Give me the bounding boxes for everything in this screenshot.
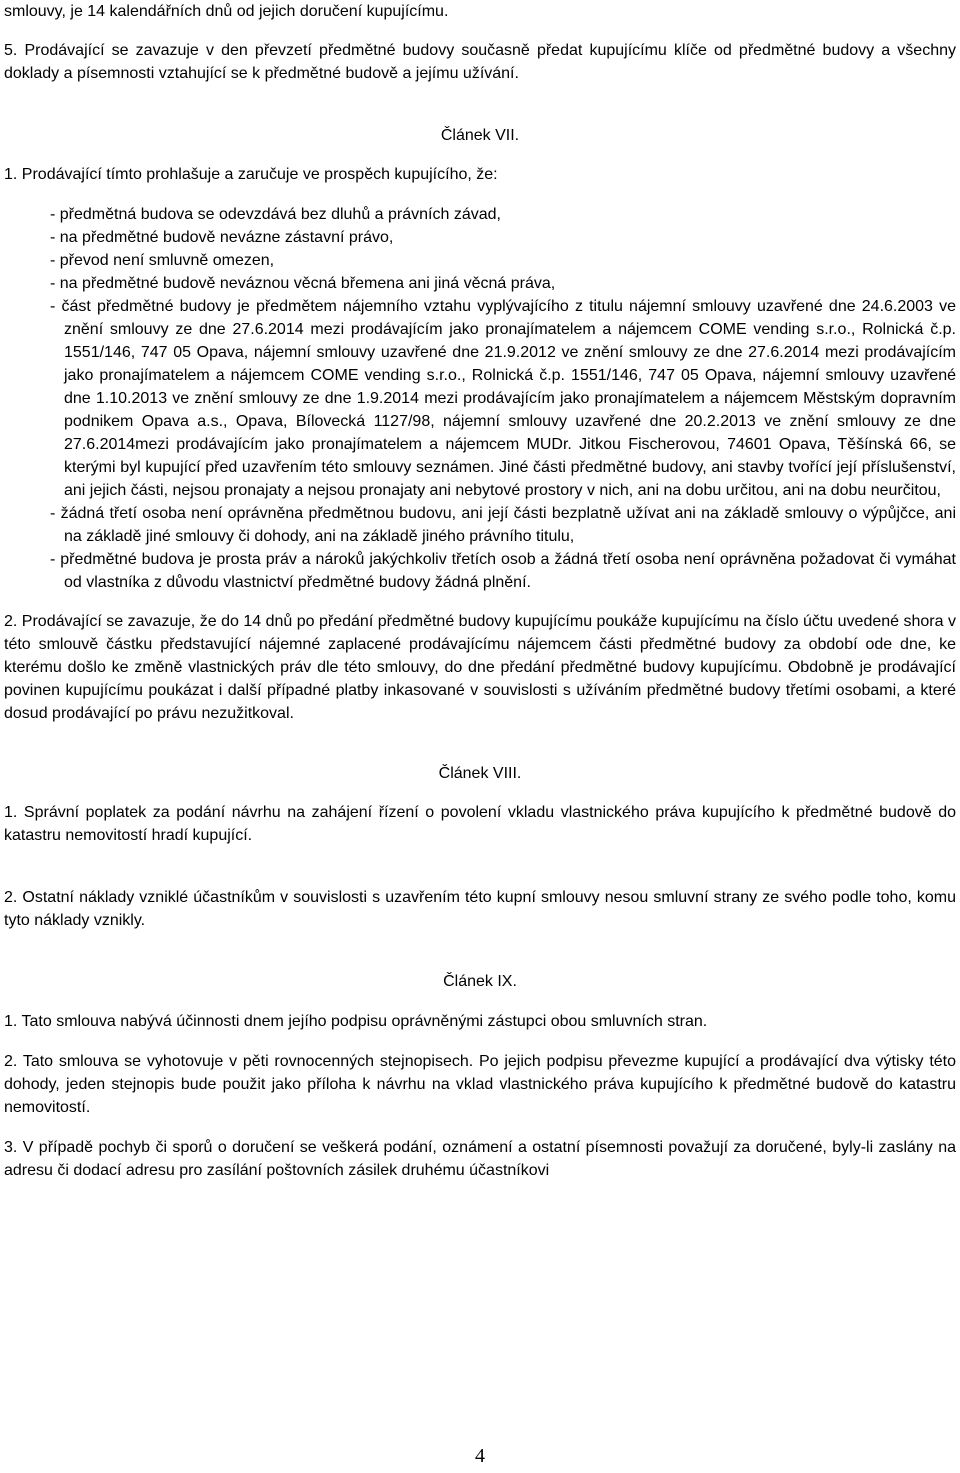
page-number: 4	[475, 1445, 485, 1467]
list-item: - převod není smluvně omezen,	[50, 252, 275, 269]
article-9-paragraph-2: 2. Tato smlouva se vyhotovuje v pěti rovnocenných stejnopisech. Po jejich podpisu převezme kupující a prodávající dva výtisky této dohody, jeden stejnopis bude použit jako příloha k návrhu na vklad vlastnického práva kupujícího k předmětné budově do katastru nemovitostí.	[4, 1053, 956, 1116]
list-item: - předmětné budova je prosta práv a nároků jakýchkoliv třetích osob a žádná třetí osoba není oprávněna požadovat či vymáhat od vlastníka z důvodu vlastnictví předmětné budovy žádná plnění.	[50, 551, 956, 591]
list-item: - předmětná budova se odevzdává bez dluhů a právních závad,	[50, 206, 501, 223]
article-9-paragraph-3: 3. V případě pochyb či sporů o doručení se veškerá podání, oznámení a ostatní písemnosti považují za doručené, byly-li zaslány na adresu či dodací adresu pro zasílání poštovních zásilek druhému účastníkovi	[4, 1139, 956, 1179]
list-item: - žádná třetí osoba není oprávněna předmětnou budovu, ani její části bezplatně užívat ani na základě smlouvy o výpůjčce, ani na základě jiné smlouvy či dohody, ani na základě jiného právního titulu,	[50, 505, 956, 545]
document-page	[4, 0, 956, 1182]
list-item: - část předmětné budovy je předmětem nájemního vztahu vyplývajícího z titulu nájemní smlouvy uzavřené dne 24.6.2003 ve znění smlouvy ze dne 27.6.2014 mezi prodávajícím jako pronajímatelem a nájemcem COME vending s.r.o., Rolnická č.p. 1551/146, 747 05 Opava, nájemní smlouvy uzavřené dne 21.9.2012 ve znění smlouvy ze dne 27.6.2014 mezi prodávajícím jako pronajímatelem a nájemcem COME vending s.r.o., Rolnická č.p. 1551/146, 747 05 Opava, nájemní smlouvy uzavřené dne 1.10.2013 ve znění smlouvy ze dne 1.9.2014 mezi prodávajícím jako pronajímatelem a nájemcem Městským dopravním podnikem Opava a.s., Opava, Bílovecká 1127/98, nájemní smlouvy uzavřené dne 20.2.2013 ve znění smlouvy ze dne 27.6.2014mezi prodávajícím jako pronajímatelem a nájemcem MUDr. Jitkou Fischerovou, 74601 Opava, Těšínská 66, se kterými byl kupující před uzavřením této smlouvy seznámen. Jiné části předmětné budovy, ani stavby tvořící její příslušenství, ani jejich části, nejsou pronajaty a nejsou pronajaty ani nebytové prostory v nich, ani na dobu určitou, ani na dobu neurčitou,	[50, 298, 956, 499]
article-7-paragraph-1-intro: 1. Prodávající tímto prohlašuje a zaručuje ve prospěch kupujícího, že:	[4, 166, 498, 183]
list-item: - na předmětné budově neváznou věcná břemena ani jiná věcná práva,	[50, 275, 556, 292]
article-7-paragraph-2: 2. Prodávající se zavazuje, že do 14 dnů po předání předmětné budovy kupujícímu poukáže kupujícímu na číslo účtu uvedené shora v této smlouvě částku představující nájemné zaplacené prodávajícímu nájemcem části předmětné budovy za období ode dne, ke kterému došlo ke změně vlastnických práv dle této smlouvy, do dne předání předmětné budovy kupujícímu. Obdobně je prodávající povinen kupujícímu poukázat i další případné platby inkasované v souvislosti s užíváním předmětné budovy třetími osobami, a které dosud prodávající po právu nezužitkoval.	[4, 613, 956, 722]
article-9-paragraph-1: 1. Tato smlouva nabývá účinnosti dnem jejího podpisu oprávněnými zástupci obou smluvních stran.	[4, 1013, 708, 1030]
article-8-heading: Článek VIII.	[438, 765, 522, 782]
list-item: - na předmětné budově nevázne zástavní právo,	[50, 229, 394, 246]
intro-line: smlouvy, je 14 kalendářních dnů od jejich doručení kupujícímu.	[4, 3, 449, 20]
article-8-paragraph-2: 2. Ostatní náklady vzniklé účastníkům v souvislosti s uzavřením této kupní smlouvy nesou smluvní strany ze svého podle toho, komu tyto náklady vznikly.	[4, 889, 956, 929]
article-8-paragraph-1: 1. Správní poplatek za podání návrhu na zahájení řízení o povolení vkladu vlastnického práva kupujícího k předmětné budově do katastru nemovitostí hradí kupující.	[4, 804, 956, 844]
article-9-heading: Článek IX.	[443, 973, 517, 990]
article-7-heading: Článek VII.	[440, 127, 520, 144]
article-6-paragraph-5: 5. Prodávající se zavazuje v den převzetí předmětné budovy současně předat kupujícímu klíče od předmětné budovy a všechny doklady a písemnosti vztahující se k předmětné budově a jejímu užívání.	[4, 42, 956, 82]
warranty-list	[50, 203, 956, 594]
